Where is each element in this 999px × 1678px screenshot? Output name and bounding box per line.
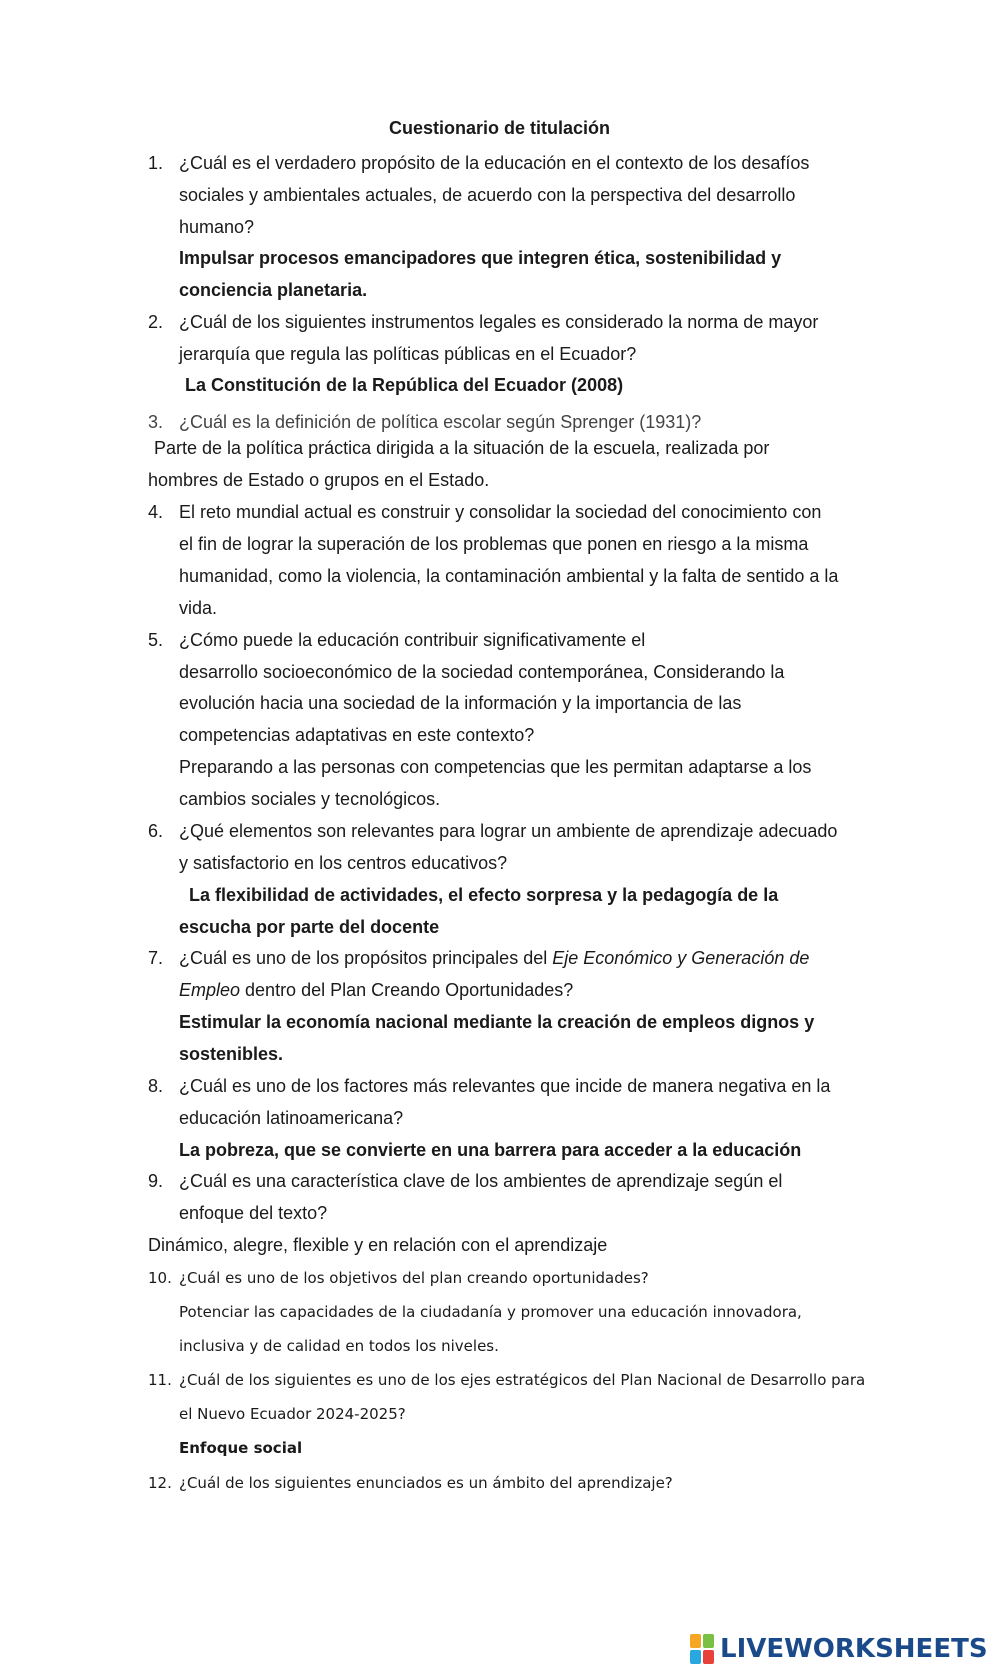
question-7-line-2-italic: Empleo: [179, 980, 241, 1000]
answer-5-line-1: Preparando a las personas con competencias que les permitan adaptarse a los: [179, 757, 812, 777]
logo-block-3: [690, 1650, 701, 1664]
question-7-line-2-text: dentro del Plan Creando Oportunidades?: [240, 980, 574, 1000]
question-number-10: 10.: [148, 1269, 172, 1287]
question-5-line-1: ¿Cómo puede la educación contribuir significativamente el: [179, 630, 646, 650]
answer-10-line-2: inclusiva y de calidad en todos los niveles.: [179, 1337, 499, 1355]
logo-block-1: [690, 1634, 701, 1648]
question-8-line-1: ¿Cuál es uno de los factores más relevantes que incide de manera negativa en la: [179, 1076, 831, 1096]
question-12-line-1: ¿Cuál de los siguientes enunciados es un ámbito del aprendizaje?: [179, 1474, 673, 1492]
question-number-3: 3.: [148, 412, 164, 432]
answer-7-line-1: Estimular la economía nacional mediante la creación de empleos dignos y: [179, 1012, 815, 1032]
logo-block-2: [703, 1634, 714, 1648]
answer-10-line-1: Potenciar las capacidades de la ciudadanía y promover una educación innovadora,: [179, 1303, 802, 1321]
question-10-line-1: ¿Cuál es uno de los objetivos del plan creando oportunidades?: [179, 1269, 649, 1287]
answer-11-line-1: Enfoque social: [179, 1439, 303, 1457]
answer-1-line-1: Impulsar procesos emancipadores que integren ética, sostenibilidad y: [179, 248, 782, 268]
question-9-line-2: enfoque del texto?: [179, 1203, 328, 1223]
answer-5-line-2: cambios sociales y tecnológicos.: [179, 789, 441, 809]
answer-8-line-1: La pobreza, que se convierte en una barrera para acceder a la educación: [179, 1140, 802, 1160]
answer-2-line-1: La Constitución de la República del Ecuador (2008): [185, 375, 624, 395]
liveworksheets-logo-text: LIVEWORKSHEETS: [720, 1634, 988, 1664]
question-7-line-1: [179, 947, 809, 969]
question-9-line-1: ¿Cuál es una característica clave de los ambientes de aprendizaje según el: [179, 1171, 783, 1191]
question-6-line-1: ¿Qué elementos son relevantes para lograr un ambiente de aprendizaje adecuado: [179, 821, 838, 841]
question-8-line-2: educación latinoamericana?: [179, 1108, 404, 1128]
question-number-7: 7.: [148, 948, 164, 968]
question-2-line-2: jerarquía que regula las políticas públicas en el Ecuador?: [179, 344, 637, 364]
question-1-line-2: sociales y ambientales actuales, de acuerdo con la perspectiva del desarrollo: [179, 185, 796, 205]
liveworksheets-logo: [690, 1632, 990, 1666]
question-number-1: 1.: [148, 153, 164, 173]
question-7-line-2: [179, 979, 573, 1001]
question-7-line-1-italic: Eje Económico y Generación de: [552, 948, 810, 968]
question-4-line-1: El reto mundial actual es construir y consolidar la sociedad del conocimiento con: [179, 502, 822, 522]
question-1-line-1: ¿Cuál es el verdadero propósito de la educación en el contexto de los desafíos: [179, 153, 810, 173]
page-title: Cuestionario de titulación: [388, 118, 611, 138]
question-number-9: 9.: [148, 1171, 164, 1191]
question-5-line-4: competencias adaptativas en este contexto?: [179, 725, 535, 745]
question-2-line-1: ¿Cuál de los siguientes instrumentos legales es considerado la norma de mayor: [179, 312, 819, 332]
question-number-8: 8.: [148, 1076, 164, 1096]
answer-1-line-2: conciencia planetaria.: [179, 280, 368, 300]
question-number-11: 11.: [148, 1371, 172, 1389]
question-7-line-1-text: ¿Cuál es uno de los propósitos principales del: [179, 948, 553, 968]
answer-3-line-1: Parte de la política práctica dirigida a la situación de la escuela, realizada por: [154, 438, 770, 458]
question-5-line-2: desarrollo socioeconómico de la sociedad contemporánea, Considerando la: [179, 662, 785, 682]
answer-6-line-1: La flexibilidad de actividades, el efecto sorpresa y la pedagogía de la: [189, 885, 779, 905]
question-number-4: 4.: [148, 502, 164, 522]
question-3-line-1: ¿Cuál es la definición de política escolar según Sprenger (1931)?: [179, 412, 702, 432]
question-1-line-3: humano?: [179, 217, 255, 237]
answer-9-line-1: Dinámico, alegre, flexible y en relación con el aprendizaje: [148, 1235, 608, 1255]
question-4-line-2: el fin de lograr la superación de los problemas que ponen en riesgo a la misma: [179, 534, 809, 554]
answer-3-line-2: hombres de Estado o grupos en el Estado.: [148, 470, 490, 490]
question-11-line-1: ¿Cuál de los siguientes es uno de los ejes estratégicos del Plan Nacional de Desarrollo para: [179, 1371, 866, 1389]
question-4-line-3: humanidad, como la violencia, la contaminación ambiental y la falta de sentido a la: [179, 566, 839, 586]
question-5-line-3: evolución hacia una sociedad de la información y la importancia de las: [179, 693, 742, 713]
question-11-line-2: el Nuevo Ecuador 2024-2025?: [179, 1405, 406, 1423]
question-number-5: 5.: [148, 630, 164, 650]
question-4-line-4: vida.: [179, 598, 218, 618]
liveworksheets-logo-icon: [690, 1634, 714, 1664]
question-number-6: 6.: [148, 821, 164, 841]
question-number-2: 2.: [148, 312, 164, 332]
answer-7-line-2: sostenibles.: [179, 1044, 284, 1064]
logo-block-4: [703, 1650, 714, 1664]
answer-6-line-2: escucha por parte del docente: [179, 917, 440, 937]
question-6-line-2: y satisfactorio en los centros educativos?: [179, 853, 508, 873]
question-number-12: 12.: [148, 1474, 172, 1492]
